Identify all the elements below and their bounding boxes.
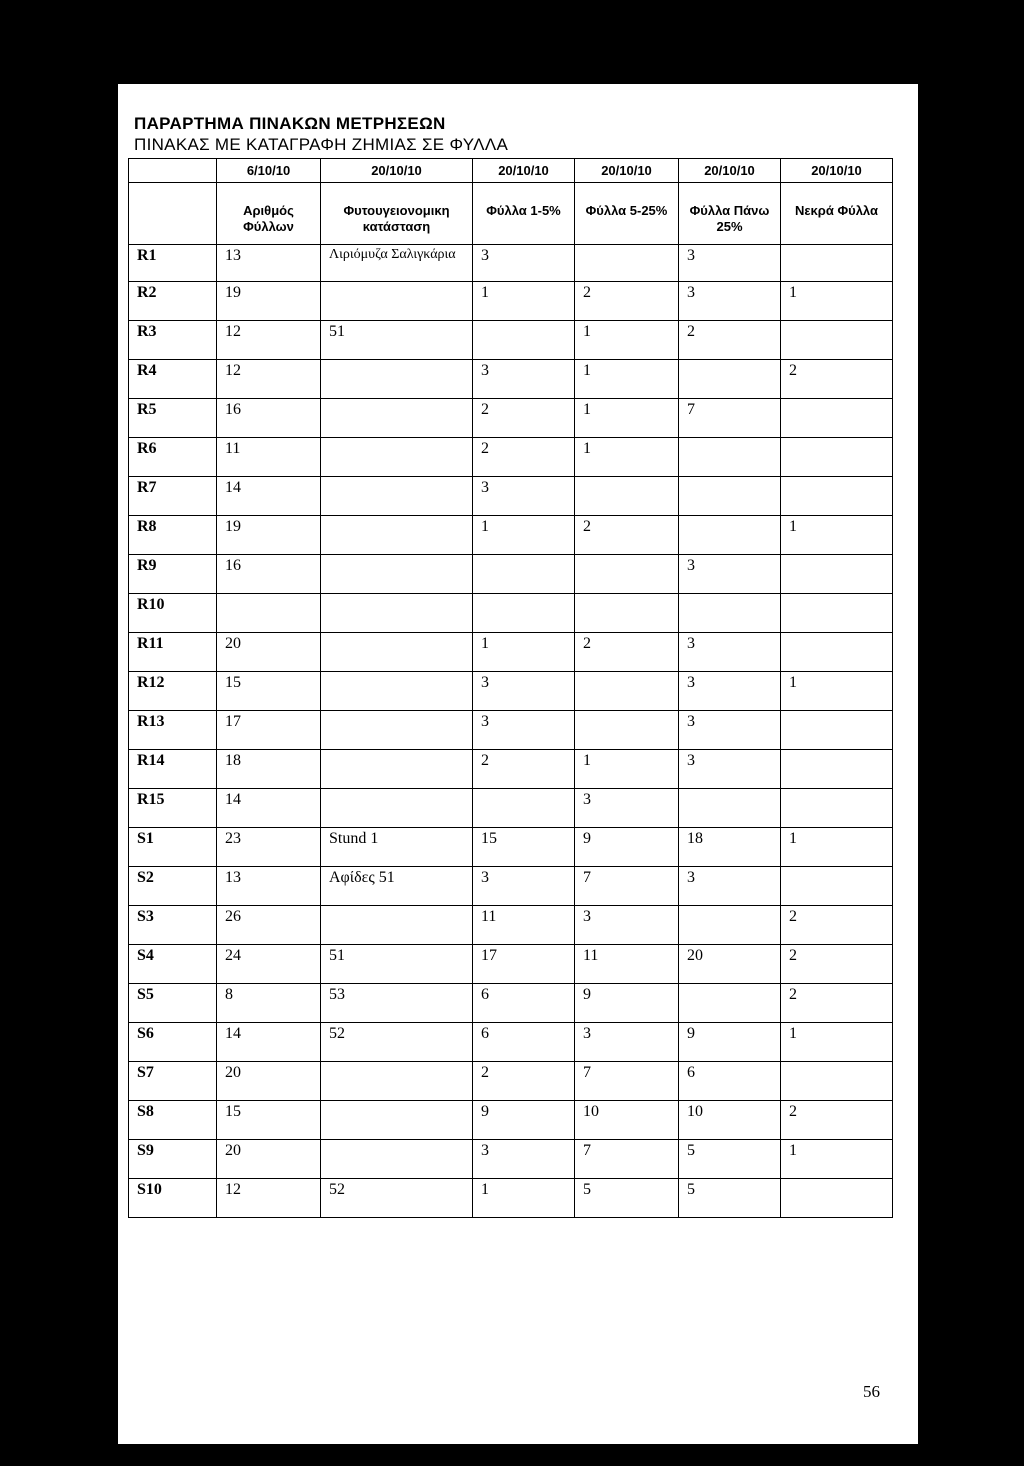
- table-row-cell: 14: [217, 789, 321, 828]
- table-row-cell: [781, 321, 893, 360]
- table-row-cell: 1: [781, 516, 893, 555]
- table-row: [129, 672, 893, 711]
- table-row-cell: Αφίδες 51: [321, 867, 473, 906]
- table-row-cell: 18: [217, 750, 321, 789]
- table-row-cell: 17: [217, 711, 321, 750]
- table-row-cell: 7: [575, 1062, 679, 1101]
- table-row-cell: 3: [575, 1023, 679, 1062]
- table-row-cell: [321, 360, 473, 399]
- table-row: [129, 245, 893, 282]
- table-row: [129, 594, 893, 633]
- table-row: [129, 633, 893, 672]
- table-row-cell: 2: [781, 360, 893, 399]
- table-row-cell: 12: [217, 321, 321, 360]
- table-row: [129, 438, 893, 477]
- table-row-cell: [781, 711, 893, 750]
- table-row-cell: 6: [679, 1062, 781, 1101]
- row-label: S10: [129, 1179, 217, 1218]
- table-row-cell: 3: [473, 867, 575, 906]
- table-row-cell: 51: [321, 321, 473, 360]
- table-row-cell: 53: [321, 984, 473, 1023]
- table-row-cell: 20: [217, 1062, 321, 1101]
- table-row-cell: 51: [321, 945, 473, 984]
- table-row-cell: 19: [217, 516, 321, 555]
- table-row: [129, 1140, 893, 1179]
- table-row-cell: 1: [575, 321, 679, 360]
- row-label: R8: [129, 516, 217, 555]
- table-row-cell: [321, 516, 473, 555]
- table-row-cell: 9: [679, 1023, 781, 1062]
- row-label: R9: [129, 555, 217, 594]
- table-row-cell: 2: [575, 282, 679, 321]
- row-label: S4: [129, 945, 217, 984]
- table-row-cell: [575, 594, 679, 633]
- table-row-cell: [575, 555, 679, 594]
- column-header-row-cell: Φύλλα 1-5%: [473, 183, 575, 245]
- date-header-row-cell: [129, 159, 217, 183]
- table-row-cell: [781, 789, 893, 828]
- table-row-cell: [321, 282, 473, 321]
- table-row: [129, 867, 893, 906]
- table-row: [129, 828, 893, 867]
- table-row-cell: 23: [217, 828, 321, 867]
- table-row-cell: 6: [473, 984, 575, 1023]
- table-row-cell: 52: [321, 1179, 473, 1218]
- row-label: S6: [129, 1023, 217, 1062]
- table-row: [129, 477, 893, 516]
- table-row-cell: 8: [217, 984, 321, 1023]
- table-row-cell: [575, 711, 679, 750]
- table-row-cell: 3: [679, 245, 781, 282]
- date-header-row-cell: 6/10/10: [217, 159, 321, 183]
- row-label: R11: [129, 633, 217, 672]
- table-row-cell: [321, 477, 473, 516]
- table-row-cell: 1: [781, 1023, 893, 1062]
- table-row-cell: [781, 1062, 893, 1101]
- table-row-cell: 17: [473, 945, 575, 984]
- date-header-row-cell: 20/10/10: [321, 159, 473, 183]
- table-row-cell: 18: [679, 828, 781, 867]
- table-row-cell: [321, 594, 473, 633]
- table-row-cell: [781, 1179, 893, 1218]
- table-title: ΠΙΝΑΚΑΣ ΜΕ ΚΑΤΑΓΡΑΦΗ ΖΗΜΙΑΣ ΣΕ ΦΥΛΛΑ: [134, 135, 509, 154]
- table-row-cell: [679, 789, 781, 828]
- table-row: [129, 555, 893, 594]
- table-row: [129, 1101, 893, 1140]
- row-label: R15: [129, 789, 217, 828]
- table-row-cell: [321, 438, 473, 477]
- table-row-cell: 7: [575, 1140, 679, 1179]
- table-row-cell: 3: [679, 555, 781, 594]
- table-row-cell: 1: [575, 438, 679, 477]
- table-row-cell: 5: [679, 1140, 781, 1179]
- table-row-cell: 2: [473, 399, 575, 438]
- table-row-cell: 3: [679, 282, 781, 321]
- table-row-cell: [473, 594, 575, 633]
- table-row: [129, 282, 893, 321]
- table-row-cell: 9: [575, 984, 679, 1023]
- column-header-row-cell: [129, 183, 217, 245]
- column-header-row-cell: Αριθμός Φύλλων: [217, 183, 321, 245]
- table-row-cell: Λιριόμυζα Σαλιγκάρια: [321, 245, 473, 282]
- table-row-cell: 2: [575, 633, 679, 672]
- row-label: R6: [129, 438, 217, 477]
- table-row: [129, 1062, 893, 1101]
- table-row-cell: 20: [217, 1140, 321, 1179]
- table-row-cell: 9: [575, 828, 679, 867]
- table-row-cell: 1: [781, 828, 893, 867]
- table-row: [129, 945, 893, 984]
- table-row-cell: 15: [217, 1101, 321, 1140]
- row-label: R13: [129, 711, 217, 750]
- table-row-cell: 3: [679, 711, 781, 750]
- table-row-cell: [679, 360, 781, 399]
- table-row-cell: 11: [473, 906, 575, 945]
- table-row-cell: 9: [473, 1101, 575, 1140]
- table-row-cell: [473, 321, 575, 360]
- table-row-cell: 1: [473, 1179, 575, 1218]
- column-header-row-cell: Φύλλα Πάνω 25%: [679, 183, 781, 245]
- table-row: [129, 711, 893, 750]
- table-row-cell: 20: [679, 945, 781, 984]
- table-row-cell: 13: [217, 245, 321, 282]
- table-row-cell: [679, 516, 781, 555]
- table-row-cell: 15: [217, 672, 321, 711]
- table-row-cell: 2: [781, 1101, 893, 1140]
- table-row-cell: 2: [781, 984, 893, 1023]
- table-row-cell: 12: [217, 360, 321, 399]
- table-row-cell: 1: [473, 633, 575, 672]
- table-row-cell: 19: [217, 282, 321, 321]
- row-label: R12: [129, 672, 217, 711]
- table-row-cell: [781, 867, 893, 906]
- table-row-cell: [575, 245, 679, 282]
- table-row-cell: 14: [217, 477, 321, 516]
- table-row-cell: [781, 555, 893, 594]
- table-row-cell: Stund 1: [321, 828, 473, 867]
- table-row-cell: 10: [575, 1101, 679, 1140]
- table-row-cell: [679, 594, 781, 633]
- table-row-cell: [575, 477, 679, 516]
- table-row-cell: 16: [217, 399, 321, 438]
- table-row-cell: 3: [679, 672, 781, 711]
- table-row-cell: 1: [781, 282, 893, 321]
- table-row-cell: [321, 1140, 473, 1179]
- table-row-cell: [781, 245, 893, 282]
- table-row-cell: [321, 555, 473, 594]
- table-row-cell: 3: [473, 711, 575, 750]
- table-row-cell: [321, 711, 473, 750]
- table-row-cell: 24: [217, 945, 321, 984]
- table-row-cell: 1: [575, 360, 679, 399]
- table-row-cell: 2: [679, 321, 781, 360]
- date-header-row-cell: 20/10/10: [781, 159, 893, 183]
- row-label: S7: [129, 1062, 217, 1101]
- table-row-cell: 15: [473, 828, 575, 867]
- table-row-cell: 3: [679, 633, 781, 672]
- table-row-cell: [781, 399, 893, 438]
- table-row: [129, 984, 893, 1023]
- row-label: R10: [129, 594, 217, 633]
- column-header-row: [129, 183, 893, 245]
- date-header-row: [129, 159, 893, 183]
- table-row-cell: [781, 438, 893, 477]
- table-row-cell: [321, 1062, 473, 1101]
- table-row-cell: 1: [575, 399, 679, 438]
- table-row-cell: 3: [473, 1140, 575, 1179]
- row-label: R7: [129, 477, 217, 516]
- date-header-row-cell: 20/10/10: [473, 159, 575, 183]
- table-row-cell: [321, 789, 473, 828]
- table-row-cell: 3: [473, 477, 575, 516]
- row-label: R14: [129, 750, 217, 789]
- row-label: R2: [129, 282, 217, 321]
- table-row-cell: [473, 789, 575, 828]
- table-row-cell: 2: [473, 750, 575, 789]
- column-header-row-cell: Φύλλα 5-25%: [575, 183, 679, 245]
- table-row: [129, 321, 893, 360]
- table-row-cell: 12: [217, 1179, 321, 1218]
- row-label: R4: [129, 360, 217, 399]
- table-row-cell: 3: [575, 789, 679, 828]
- row-label: R5: [129, 399, 217, 438]
- column-header-row-cell: Φυτουγειονομικη κατάσταση: [321, 183, 473, 245]
- appendix-title: ΠΑΡΑΡΤΗΜΑ ΠΙΝΑΚΩΝ ΜΕΤΡΗΣΕΩΝ: [134, 114, 446, 133]
- column-header-row-cell: Νεκρά Φύλλα: [781, 183, 893, 245]
- table-row: [129, 1023, 893, 1062]
- table-row-cell: [321, 1101, 473, 1140]
- table-row-cell: 10: [679, 1101, 781, 1140]
- table-row-cell: 20: [217, 633, 321, 672]
- table-row-cell: [781, 750, 893, 789]
- table-row-cell: 1: [575, 750, 679, 789]
- table-row-cell: 6: [473, 1023, 575, 1062]
- row-label: S2: [129, 867, 217, 906]
- table-row-cell: 5: [679, 1179, 781, 1218]
- table-row: [129, 516, 893, 555]
- table-row-cell: 1: [781, 672, 893, 711]
- table-row-cell: [321, 750, 473, 789]
- table-row: [129, 1179, 893, 1218]
- table-row-cell: [321, 672, 473, 711]
- date-header-row-cell: 20/10/10: [575, 159, 679, 183]
- table-row-cell: 11: [217, 438, 321, 477]
- table-row-cell: [321, 633, 473, 672]
- table-row-cell: 1: [473, 282, 575, 321]
- table-row-cell: 1: [473, 516, 575, 555]
- table-row-cell: 3: [679, 750, 781, 789]
- table-row-cell: 52: [321, 1023, 473, 1062]
- table-row-cell: 14: [217, 1023, 321, 1062]
- row-label: S1: [129, 828, 217, 867]
- table-row-cell: 5: [575, 1179, 679, 1218]
- table-row-cell: 3: [473, 245, 575, 282]
- table-row-cell: 2: [473, 1062, 575, 1101]
- table-row-cell: 3: [575, 906, 679, 945]
- table-row-cell: [321, 906, 473, 945]
- leaf-damage-table: [128, 158, 893, 1218]
- table-row-cell: [781, 633, 893, 672]
- table-row-cell: 1: [781, 1140, 893, 1179]
- page-number: 56: [863, 1382, 880, 1401]
- table-row: [129, 360, 893, 399]
- table-row-cell: 2: [575, 516, 679, 555]
- row-label: S5: [129, 984, 217, 1023]
- table-row: [129, 750, 893, 789]
- table-row-cell: 7: [575, 867, 679, 906]
- row-label: S9: [129, 1140, 217, 1179]
- row-label: R1: [129, 245, 217, 282]
- table-row-cell: 7: [679, 399, 781, 438]
- table-row: [129, 906, 893, 945]
- table-row-cell: [679, 438, 781, 477]
- table-row-cell: 2: [781, 945, 893, 984]
- table-row-cell: 16: [217, 555, 321, 594]
- table-row: [129, 399, 893, 438]
- table-row-cell: [781, 594, 893, 633]
- row-label: S8: [129, 1101, 217, 1140]
- table-row-cell: 2: [473, 438, 575, 477]
- table-row-cell: 3: [473, 360, 575, 399]
- table-row-cell: [217, 594, 321, 633]
- row-label: R3: [129, 321, 217, 360]
- table-row-cell: [575, 672, 679, 711]
- table-row-cell: [781, 477, 893, 516]
- table-row-cell: [473, 555, 575, 594]
- table-row-cell: [321, 399, 473, 438]
- table-row-cell: 11: [575, 945, 679, 984]
- table-row: [129, 789, 893, 828]
- table-row-cell: 2: [781, 906, 893, 945]
- table-row-cell: 3: [473, 672, 575, 711]
- row-label: S3: [129, 906, 217, 945]
- document-page: [118, 84, 918, 1444]
- table-row-cell: [679, 477, 781, 516]
- date-header-row-cell: 20/10/10: [679, 159, 781, 183]
- table-row-cell: [679, 906, 781, 945]
- table-row-cell: 13: [217, 867, 321, 906]
- table-row-cell: 3: [679, 867, 781, 906]
- table-row-cell: 26: [217, 906, 321, 945]
- table-row-cell: [679, 984, 781, 1023]
